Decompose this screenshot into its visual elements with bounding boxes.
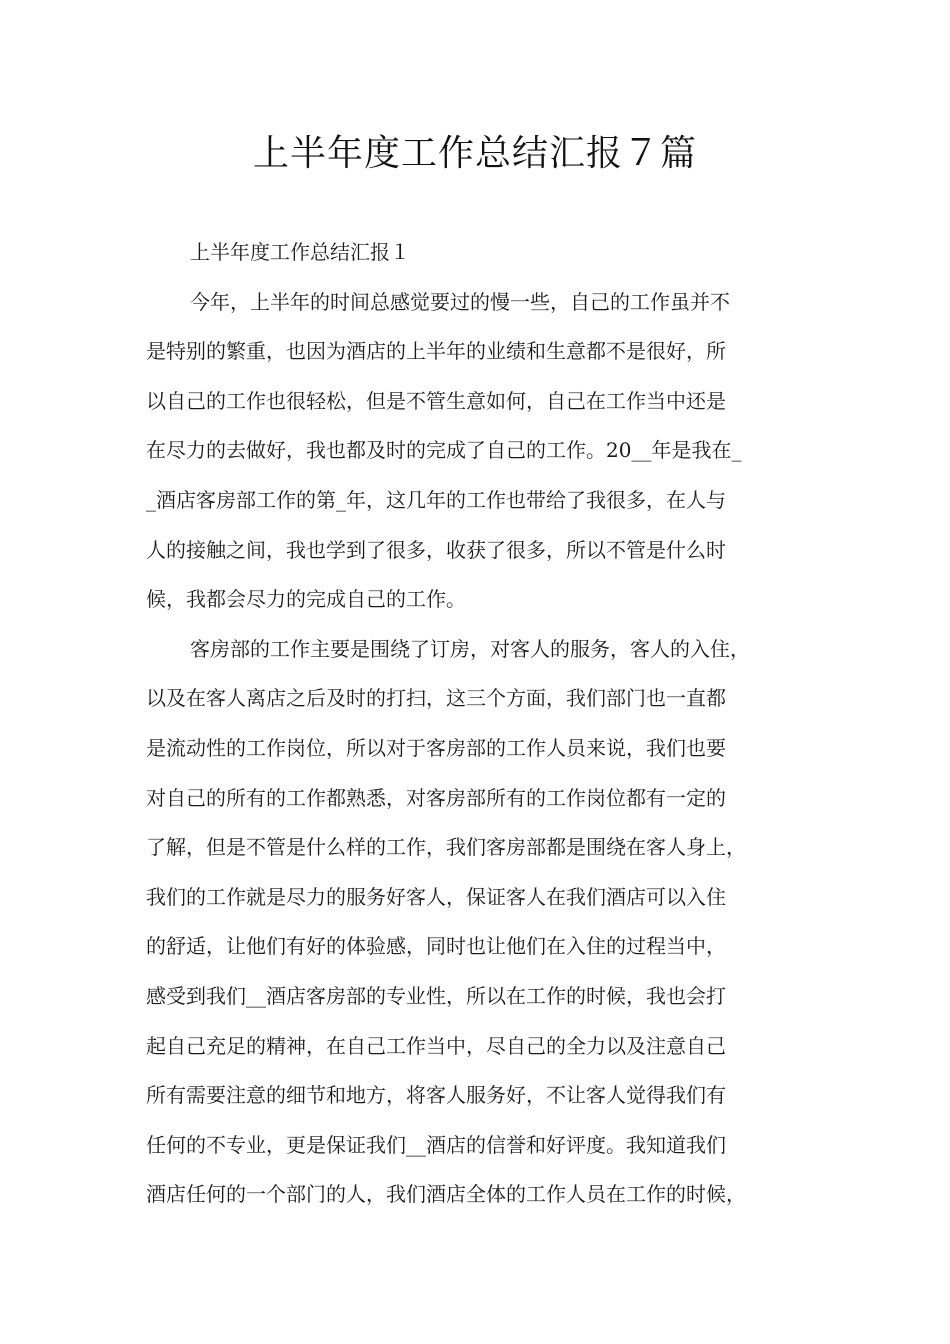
paragraph-line: 以及在客人离店之后及时的打扫，这三个方面，我们部门也一直都 bbox=[146, 686, 726, 711]
section-heading: 上半年度工作总结汇报１ bbox=[190, 240, 410, 264]
paragraph-line: 客房部的工作主要是围绕了订房，对客人的服务，客人的入住， bbox=[190, 636, 750, 661]
paragraph-line: 我们的工作就是尽力的服务好客人，保证客人在我们酒店可以入住 bbox=[146, 884, 726, 909]
paragraph-line: _酒店客房部工作的第_年，这几年的工作也带给了我很多，在人与 bbox=[146, 487, 726, 512]
paragraph-line: 是流动性的工作岗位，所以对于客房部的工作人员来说，我们也要 bbox=[146, 735, 726, 760]
document-body bbox=[146, 228, 824, 1220]
paragraph-line: 在尽力的去做好，我也都及时的完成了自己的工作。20__年是我在_ bbox=[146, 438, 742, 463]
paragraph-1 bbox=[146, 278, 824, 625]
paragraph-line: 候，我都会尽力的完成自己的工作。 bbox=[146, 587, 466, 612]
paragraph-line: 是特别的繁重，也因为酒店的上半年的业绩和生意都不是很好，所 bbox=[146, 339, 726, 364]
document-title: 上半年度工作总结汇报７篇 bbox=[252, 133, 697, 174]
paragraph-2 bbox=[146, 625, 824, 1220]
paragraph-line: 感受到我们__酒店客房部的专业性，所以在工作的时候，我也会打 bbox=[146, 983, 726, 1008]
paragraph-line: 任何的不专业，更是保证我们__酒店的信誉和好评度。我知道我们 bbox=[146, 1132, 726, 1157]
paragraph-line: 酒店任何的一个部门的人，我们酒店全体的工作人员在工作的时候， bbox=[146, 1182, 746, 1207]
paragraph-line: 今年，上半年的时间总感觉要过的慢一些，自己的工作虽并不 bbox=[190, 289, 730, 314]
paragraph-line: 了解，但是不管是什么样的工作，我们客房部都是围绕在客人身上， bbox=[146, 835, 746, 860]
paragraph-line: 对自己的所有的工作都熟悉，对客房部所有的工作岗位都有一定的 bbox=[146, 785, 726, 810]
paragraph-line: 以自己的工作也很轻松，但是不管生意如何，自己在工作当中还是 bbox=[146, 388, 726, 413]
paragraph-line: 的舒适，让他们有好的体验感，同时也让他们在入住的过程当中， bbox=[146, 934, 726, 959]
paragraph-line: 人的接触之间，我也学到了很多，收获了很多，所以不管是什么时 bbox=[146, 537, 726, 562]
paragraph-line: 所有需要注意的细节和地方，将客人服务好，不让客人觉得我们有 bbox=[146, 1083, 726, 1108]
paragraph-line: 起自己充足的精神，在自己工作当中，尽自己的全力以及注意自己 bbox=[146, 1033, 726, 1058]
